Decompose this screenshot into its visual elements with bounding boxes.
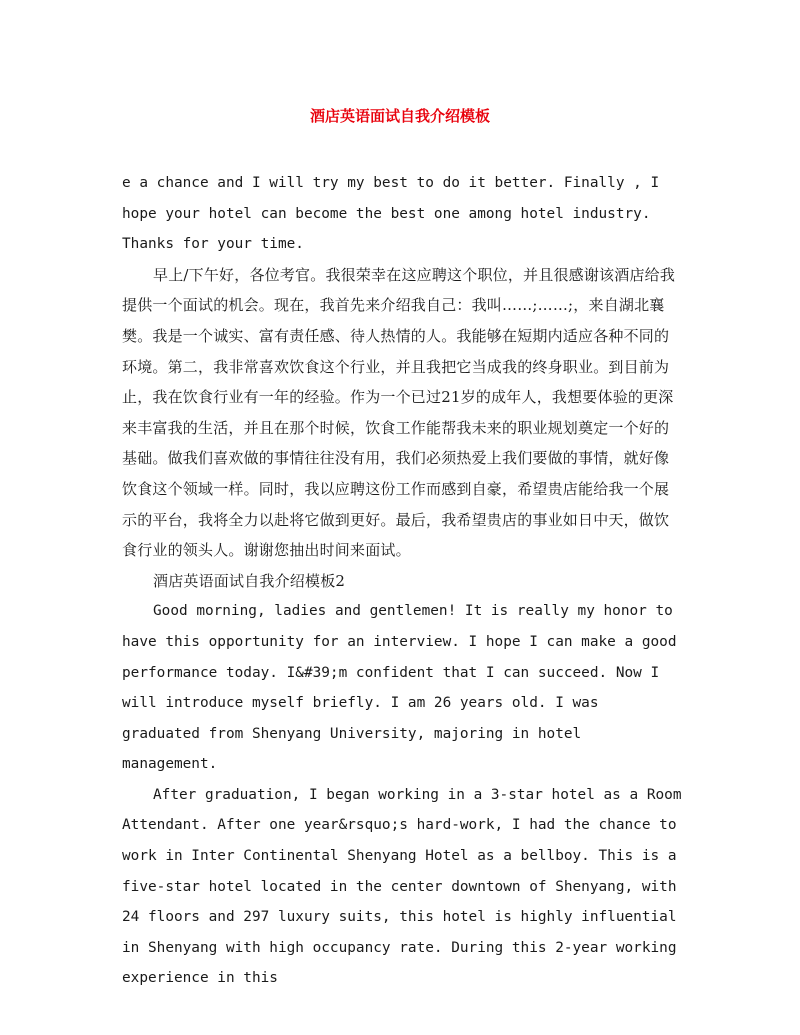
paragraph-chinese-intro: 早上/下午好，各位考官。我很荣幸在这应聘这个职位，并且很感谢该酒店给我提供一个面试的机会。现在，我首先来介绍我自己：我叫……;……;，来自湖北襄樊。我是一个诚实、富有责任感、待人热情的人。我能够在短期内适应各种不同的环境。第二，我非常喜欢饮食这个行业，并且我把它当成我的终身职业。到目前为止，我在饮食行业有一年的经验。作为一个已过21岁的成年人，我想要体验的更深来丰富我的生活，并且在那个时候，饮食工作能帮我未来的职业规划奠定一个好的基础。做我们喜欢做的事情往往没有用，我们必须热爱上我们要做的事情，就好像饮食这个领域一样。同时，我以应聘这份工作而感到自豪，希望贵店能给我一个展示的平台，我将全力以赴将它做到更好。最后，我希望贵店的事业如日中天，做饮食行业的领头人。谢谢您抽出时间来面试。 xyxy=(122,265,676,560)
paragraph-english-experience: After graduation, I began working in a 3-star hotel as a Room Attendant. After one year&rsquo;s hard-work, I had the chance to work in Inter Continental Shenyang Hotel as a bellboy. This is a five-star hotel located in the center downtown of Shenyang, with 24 floors and 297 luxury suits, this hotel is highly influential in Shenyang with high occupancy rate. During this 2-year working experience in this xyxy=(122,786,682,987)
paragraph-english-closing: e a chance and I will try my best to do it better. Finally , I hope your hotel can become the best one among hotel industry. Thanks for your time. xyxy=(122,175,660,253)
document-title: 酒店英语面试自我介绍模板 xyxy=(309,107,490,125)
paragraph-english-greeting: Good morning, ladies and gentlemen! It is really my honor to have this opportunity for an interview. I hope I can make a good performance today. I&#39;m confident that I can succeed. Now I will introduce myself briefly. I am 26 years old. I was graduated from Shenyang University, majoring in hotel management. xyxy=(122,603,677,773)
section-heading-template-2: 酒店英语面试自我介绍模板2 xyxy=(153,571,346,590)
document-body xyxy=(122,168,682,994)
